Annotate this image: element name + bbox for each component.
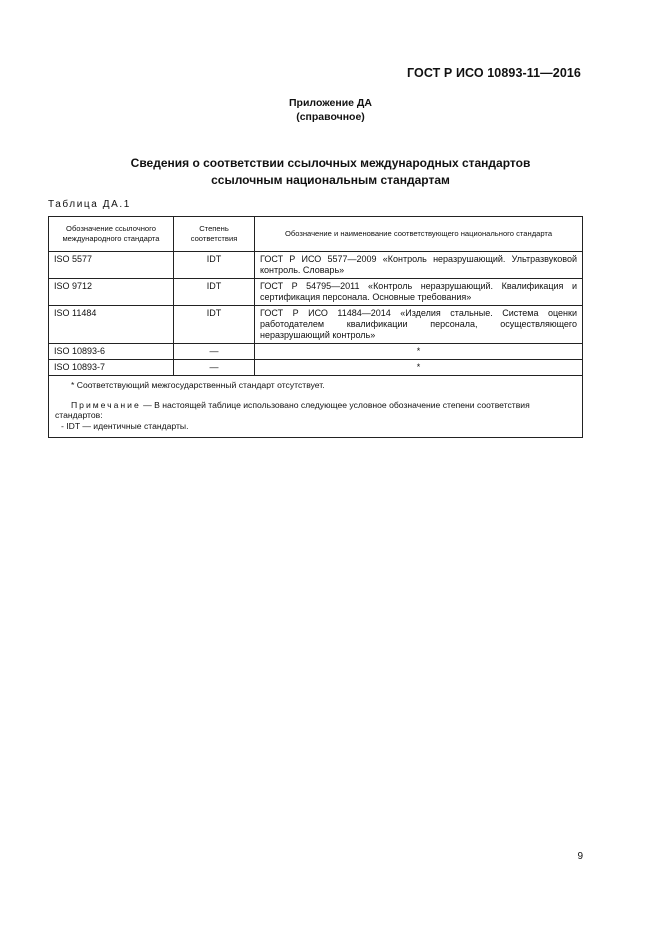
table-notes-row [49,376,583,438]
cell-intl-standard: ISO 10893-6 [49,344,174,360]
table-note [55,400,576,421]
appendix-subtitle: (справочное) [296,111,365,123]
note-list-item: - IDT — идентичные стандарты. [61,420,189,431]
column-header-degree: Степень соответствия [174,217,255,252]
page-number: 9 [577,851,583,862]
cell-intl-standard: ISO 10893-7 [49,360,174,376]
table-header-row [49,217,583,252]
table-row [49,360,583,376]
cell-intl-standard: ISO 9712 [49,279,174,306]
cell-intl-standard: ISO 5577 [49,252,174,279]
table-row [49,252,583,279]
cell-degree: — [174,360,255,376]
section-title-line2: ссылочным национальным стандартам [211,173,450,187]
table-notes [49,376,583,438]
cell-degree: — [174,344,255,360]
section-title [0,155,661,189]
standard-code: ГОСТ Р ИСО 10893-11—2016 [406,66,581,80]
cell-national-standard: * [255,360,583,376]
table-caption: Таблица ДА.1 [48,199,131,210]
note-label: Примечание [71,399,141,410]
column-header-intl: Обозначение ссылочного международного стандарта [49,217,174,252]
table-footnote: * Соответствующий межгосударственный стандарт отсутствует. [71,380,325,390]
cell-national-standard: ГОСТ Р 54795—2011 «Контроль неразрушающий. Квалификация и сертификация персонала. Основные требования» [255,279,583,306]
table-row [49,279,583,306]
cell-degree: IDT [174,306,255,344]
appendix-title: Приложение ДА [289,97,372,109]
cell-national-standard: ГОСТ Р ИСО 5577—2009 «Контроль неразрушающий. Ультразвуковой контроль. Словарь» [255,252,583,279]
table-row [49,344,583,360]
section-title-line1: Сведения о соответствии ссылочных международных стандартов [130,156,531,170]
note-text: — В настоящей таблице использовано следующее условное обозначение степени соответствия стандартов: [55,399,530,420]
cell-national-standard: ГОСТ Р ИСО 11484—2014 «Изделия стальные. Система оценки работодателем квалификации персонала, осуществляющего неразрушающий контроль» [255,306,583,344]
cell-degree: IDT [174,279,255,306]
cell-intl-standard: ISO 11484 [49,306,174,344]
correspondence-table [48,216,583,438]
column-header-national: Обозначение и наименование соответствующего национального стандарта [255,217,583,252]
cell-degree: IDT [174,252,255,279]
table-row [49,306,583,344]
correspondence-table-container [48,216,583,438]
cell-national-standard: * [255,344,583,360]
appendix-heading [0,96,661,124]
